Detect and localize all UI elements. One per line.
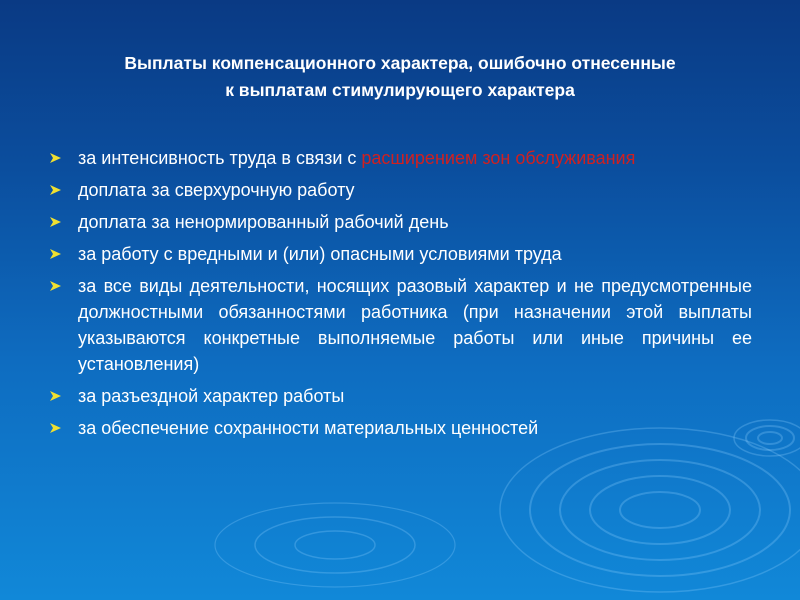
slide-title — [40, 50, 760, 104]
bullet-highlight-text: расширением зон обслуживания — [361, 148, 636, 168]
bullet-text: за разъездной характер работы — [78, 386, 345, 406]
slide-title-line-1: Выплаты компенсационного характера, ошибочно отнесенные — [124, 53, 676, 73]
bullet-item — [50, 241, 752, 267]
bullet-item — [50, 415, 752, 441]
arrow-bullet-icon — [50, 153, 61, 163]
bullet-list — [50, 145, 752, 447]
bullet-text: за интенсивность труда в связи с — [78, 148, 362, 168]
arrow-bullet-icon — [50, 281, 61, 291]
arrow-bullet-icon — [50, 391, 61, 401]
arrow-bullet-icon — [50, 249, 61, 259]
bullet-text: за обеспечение сохранности материальных ценностей — [78, 418, 539, 438]
bullet-item — [50, 145, 752, 171]
bullet-text: за все виды деятельности, носящих разовый характер и не предусмотренные должностными обязанностями работника (при назначении этой выплаты указываются конкретные выполняемые работы или иные причины ее установления) — [78, 276, 752, 374]
bullet-item — [50, 273, 752, 377]
bullet-text: за работу с вредными и (или) опасными условиями труда — [78, 244, 562, 264]
arrow-bullet-icon — [50, 423, 61, 433]
bullet-text: доплата за ненормированный рабочий день — [78, 212, 449, 232]
arrow-bullet-icon — [50, 217, 61, 227]
bullet-item — [50, 209, 752, 235]
bullet-text: доплата за сверхурочную работу — [78, 180, 355, 200]
slide-title-line-2: к выплатам стимулирующего характера — [225, 80, 575, 100]
arrow-bullet-icon — [50, 185, 61, 195]
bullet-item — [50, 383, 752, 409]
bullet-item — [50, 177, 752, 203]
